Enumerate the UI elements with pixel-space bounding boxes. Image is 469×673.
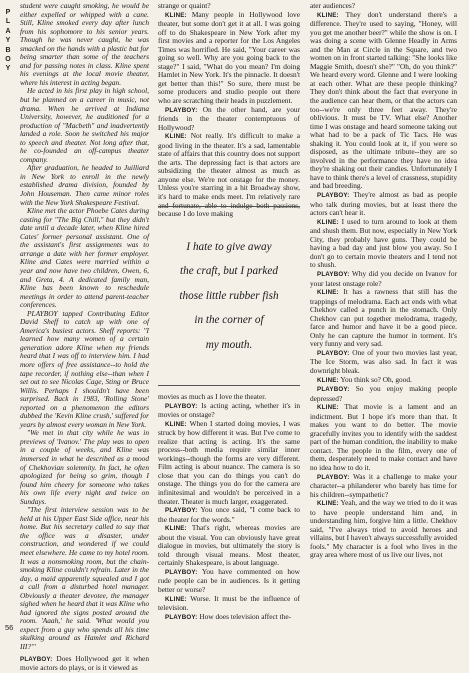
right-column bbox=[310, 2, 457, 636]
pull-quote-line: in the corner of bbox=[194, 314, 264, 327]
masthead-letter: B bbox=[5, 46, 12, 54]
intro-column bbox=[20, 1, 149, 673]
paragraph-text: ater audiences? bbox=[310, 1, 356, 10]
speaker-label: PLAYBOY: bbox=[165, 106, 198, 114]
masthead-letter: O bbox=[5, 56, 12, 64]
interview-paragraph bbox=[158, 402, 300, 420]
speaker-label: PLAYBOY: bbox=[317, 192, 350, 200]
middle-column-bottom bbox=[158, 393, 300, 634]
pull-quote-line: I hate to give away bbox=[186, 240, 272, 253]
interview-paragraph bbox=[310, 499, 457, 560]
paragraph-text: That's right, whereas movies are about the visual. You can obviously have great dialogue in movies, but ultimately the story is told through visual means. Most theater, certainly Shakespeare, is about language. bbox=[158, 523, 300, 568]
pull-quote bbox=[158, 206, 300, 386]
speaker-label: KLINE: bbox=[317, 500, 339, 508]
interview-paragraph bbox=[310, 403, 457, 472]
speaker-label: PLAYBOY: bbox=[317, 473, 350, 481]
speaker-label: KLINE: bbox=[165, 595, 187, 603]
speaker-label: PLAYBOY: bbox=[317, 349, 350, 357]
interview-paragraph bbox=[158, 506, 300, 524]
interview-paragraph bbox=[158, 11, 300, 106]
paragraph-text: Why did you decide on Ivanov for your latest onstage role? bbox=[310, 268, 457, 288]
intro-paragraph: PLAYBOY tapped Contributing Editor David Sheff to catch up with one of America's busiest actors. Sheff reports: "I learned how many women of a certain generation adore Kline when my friends heard that I was off to interview him. I had more offers of free assistance--to hold the tape recorder, if nothing else--than when I set out to see Nicolas Cage, Sting or Bruce Willis. Perhaps I shouldn't have been surprised. Back in 1983, 'Rolling Stone' reported on a phenomenon the editors dubbed the 'Kevin Kline crush,' suffered for years by almost every woman in New York. bbox=[20, 308, 149, 429]
paragraph-text: It has a rawness that still has the trappings of melodrama. Each act ends with what Chekhov called a punch in the stomach. Only Chekhov can put together melodrama, tragedy, farce and humor and have it be a good piece. Only he can capture the humor in torment. It's very funny and very sad. bbox=[310, 287, 457, 349]
paragraph-text: Many people in Hollywood love theater, but some don't get it at all. I was going off to do Shakespeare in New York after my first movies and a reporter for the Los Angeles Times was horrified. He said, "Your career was going so well. Why are you going back to the stage?" I said, "What do you mean? I'm doing Hamlet in New York. It's the pinnacle. It doesn't get better than this!" So sure, there must be some producers and studio people out there who are scratching their heads in puzzlement. bbox=[158, 9, 300, 106]
interview-paragraph bbox=[310, 473, 457, 500]
speaker-label: PLAYBOY: bbox=[165, 613, 198, 621]
intro-paragraph: Kline met the actor Phoebe Cates during casting for "The Big Chill," but they didn't date until a decade later, when Kline hired Cates' former personal assistant. One of the assistant's first assignments was to arrange a date with her former employer. Kline and Cates were married within a year and now have two children, Owen, 6, and Greta, 4. A dedicated family man, Kline has been known to reschedule meetings in order to attend parent-teacher conferences. bbox=[20, 206, 149, 310]
paragraph-text: Yeah, and the way we tried to do it was to have people understand him and, in understanding him, forgive him a little. Chekhov said, "I've always tried to avoid heroes and villains, but I haven't always successfully avoided fools." My character is a fool who lives in the gray area where most of us live our lives, not bbox=[310, 498, 457, 560]
masthead-letter: A bbox=[5, 27, 12, 35]
paragraph-text: They're almost as bad as people who talk during movies, but at least there the actors can't hear it. bbox=[310, 190, 457, 218]
intro-paragraph: student were caught smoking, he would be either expelled or whipped with a cane. Still, Kline smoked every day after lunch from his sophomore to his senior years. Though he was never caught, he was smacked on the hands with a plastic bat for being smarter than some of the teachers and for passing notes in class. Kline spent his evenings at the local movie theater, where his interest in acting began. bbox=[20, 1, 149, 87]
speaker-label: KLINE: bbox=[165, 420, 187, 428]
paragraph-text: You once said, "I come back to the theater for the words." bbox=[158, 505, 300, 524]
paragraph-text: They don't understand there's a difference. They're used to saying, "Honey, will you get me another beer?" while the show is on. I was doing a scene with Glenne Headly in Arms and the Man at Circle in the Square, and two women on in front started talking: "She looks like Maggie Smith, doesn't she?" "Oh, do you think?" We heard every word. Glenne and I were looking at each other. What are these people thinking? They don't think about the fact that everyone in the audience can hear them, or that the actors can too--we're only three feet away. They're oblivious. It must be TV. What else? Another time I was onstage and heard someone taking out what had to be a pack of Tic Tacs. He was shaking it. You could look at it, if you were so disposed, as the ultimate tribute--they are so involved in the performance they have no idea they're shaking out their candies. Unfortunately I have to think there's a level of crassness, stupidity and bad breeding. bbox=[310, 9, 457, 191]
interview-paragraph bbox=[310, 191, 457, 218]
paragraph-text: movies as much as I love the theater. bbox=[158, 392, 267, 401]
paragraph-text: strange or quaint? bbox=[158, 1, 211, 10]
paragraph-text: So you enjoy making people depressed? bbox=[310, 384, 457, 403]
speaker-label: PLAYBOY: bbox=[165, 402, 198, 410]
speaker-label: PLAYBOY: bbox=[165, 568, 198, 576]
paragraph-text: You think so? Oh, good. bbox=[340, 374, 412, 384]
speaker-label: PLAYBOY: bbox=[317, 270, 350, 278]
masthead-letter: Y bbox=[5, 37, 12, 45]
paragraph-text: How does television affect the- bbox=[199, 611, 292, 621]
paragraph-text: That movie is a lament and an indictment. But I hope it's more than that. It makes you want to do better. The movie gracefully invites you to identify with the saddest part of the human condition, the inability to make contact. The people in the film, every one of them, desperately need to make contact and have no idea how to do it. bbox=[310, 402, 457, 472]
interview-paragraph bbox=[158, 613, 300, 623]
interview-paragraph bbox=[310, 270, 457, 288]
intro-paragraph: "The first interview session was to be held at his Upper East Side office, near his home. But his secretary called to say that the office was a disaster, under construction, and wondered if we could meet elsewhere. He came to my hotel room. It was a nonsmoking room, but the chain-smoking Kline couldn't refrain. Later in the day, a maid apparently squealed and I got a call from a disturbed hotel manager. Obviously a theater devotee, the manager sighed when he heard that it was Kline who had ignored the signs posted around the room. 'Aaah,' he said. 'What would you expect from a guy who spends all his time skulking around as Hamlet and Richard III?'" bbox=[20, 505, 149, 652]
interview-paragraph bbox=[158, 524, 300, 568]
question-text: Does Hollywood get it when movie actors do plays, or is it viewed as bbox=[20, 653, 149, 673]
paragraph-text: On the other hand, are your friends in the theater contemptuous of Hollywood? bbox=[158, 104, 300, 132]
paragraph-text: Not really. It's difficult to make a good living in the theater. It's a sad, lamentable state of affairs that this country does not support the arts. The depressing fact is that actors are subsidizing the theater almost as much as anyone else. We're not onstage for the money. Unless you're starring in a hit Broadway show, it's hard to make ends meet. I'm relatively rare and fortunate, able to indulge both passions, because I do love making bbox=[158, 131, 300, 219]
intro-paragraph: "We met in that city while he was in previews of 'Ivanov.' The play was to open in a couple of weeks, and Kline was immersed in what he described as a mood of Chekhovian solemnity. In fact, he often apologized for being so grim, though I found him cheery for someone who takes his own life every night and twice on Sundays. bbox=[20, 428, 149, 506]
speaker-label: KLINE: bbox=[165, 133, 187, 141]
pull-quote-line: those little rubber fish bbox=[179, 289, 279, 302]
speaker-label: PLAYBOY: bbox=[317, 386, 350, 394]
paragraph-text: Is acting acting, whether it's in movies or onstage? bbox=[158, 400, 300, 420]
speaker-label: KLINE: bbox=[317, 218, 339, 226]
paragraph-text: One of your two movies last year, The Ice Storm, was also sad. In fact it was downright bleak. bbox=[310, 347, 457, 375]
paragraph-text: I used to turn around to look at them and shush them. But now, especially in New York City, they probably have guns. They could be having a bad day and just blow you away. So I don't go to certain movie theaters and I tend not to shush. bbox=[310, 216, 457, 270]
pull-quote-text bbox=[179, 235, 278, 358]
speaker-label: KLINE: bbox=[317, 289, 339, 297]
middle-column-top bbox=[158, 1, 300, 219]
interview-paragraph bbox=[310, 288, 457, 349]
speaker-label: PLAYBOY: bbox=[20, 655, 53, 663]
interview-paragraph bbox=[158, 568, 300, 595]
intro-paragraph: After graduation, he headed to Juilliard in New York to enroll in the newly established drama division, founded by John Houseman. Then came minor roles with the New York Shakespeare Festival. bbox=[20, 163, 149, 207]
interview-paragraph bbox=[158, 595, 300, 613]
pull-quote-line: the craft, but I parked bbox=[180, 265, 278, 278]
intro-paragraph: He acted in his first play in high school, but he planned on a career in music, not drama. When he arrived at Indiana University, however, he auditioned for a production of "Macbeth" and inadvertently landed a role. Soon he switched his major to speech and theater. Not long after that, he co-founded an off-campus theater company. bbox=[20, 86, 149, 164]
speaker-label: PLAYBOY: bbox=[165, 507, 198, 515]
interview-paragraph bbox=[158, 420, 300, 506]
masthead-letter: P bbox=[5, 9, 12, 16]
interview-paragraph bbox=[158, 106, 300, 133]
first-question bbox=[20, 655, 149, 673]
interview-paragraph bbox=[310, 385, 457, 403]
interview-paragraph bbox=[310, 11, 457, 191]
speaker-label: KLINE: bbox=[165, 11, 187, 19]
interview-paragraph bbox=[310, 218, 457, 270]
masthead-letter: Y bbox=[5, 65, 12, 73]
pull-quote-line: my mouth. bbox=[205, 338, 253, 351]
page-number: 56 bbox=[5, 623, 14, 632]
speaker-label: KLINE: bbox=[165, 525, 187, 533]
masthead-letter: L bbox=[5, 18, 12, 26]
paragraph-text: When I started doing movies, I was struck by how different it was. But I've come to realize that acting is acting. It's the same process--both media require similar inner workings--though the forms are very different. Film acting is about nuance. The camera is so close that you can do things you can't do onstage. The things you do for the camera are infinitesimal and wouldn't be perceived in a theater. Theater is much larger, exaggerated. bbox=[158, 418, 300, 506]
paragraph-text: You have commented on how rude people can be in audiences. Is it getting better or worse? bbox=[158, 566, 300, 595]
paragraph-text: Was it a challenge to make your character--a philanderer who barely has time for his children--sympathetic? bbox=[310, 471, 457, 499]
paragraph-text: Worse. It must be the influence of television. bbox=[158, 593, 300, 613]
masthead bbox=[3, 8, 14, 74]
speaker-label: KLINE: bbox=[317, 11, 339, 19]
speaker-label: KLINE: bbox=[317, 404, 339, 412]
interview-paragraph bbox=[310, 349, 457, 376]
speaker-label: KLINE: bbox=[317, 376, 339, 384]
